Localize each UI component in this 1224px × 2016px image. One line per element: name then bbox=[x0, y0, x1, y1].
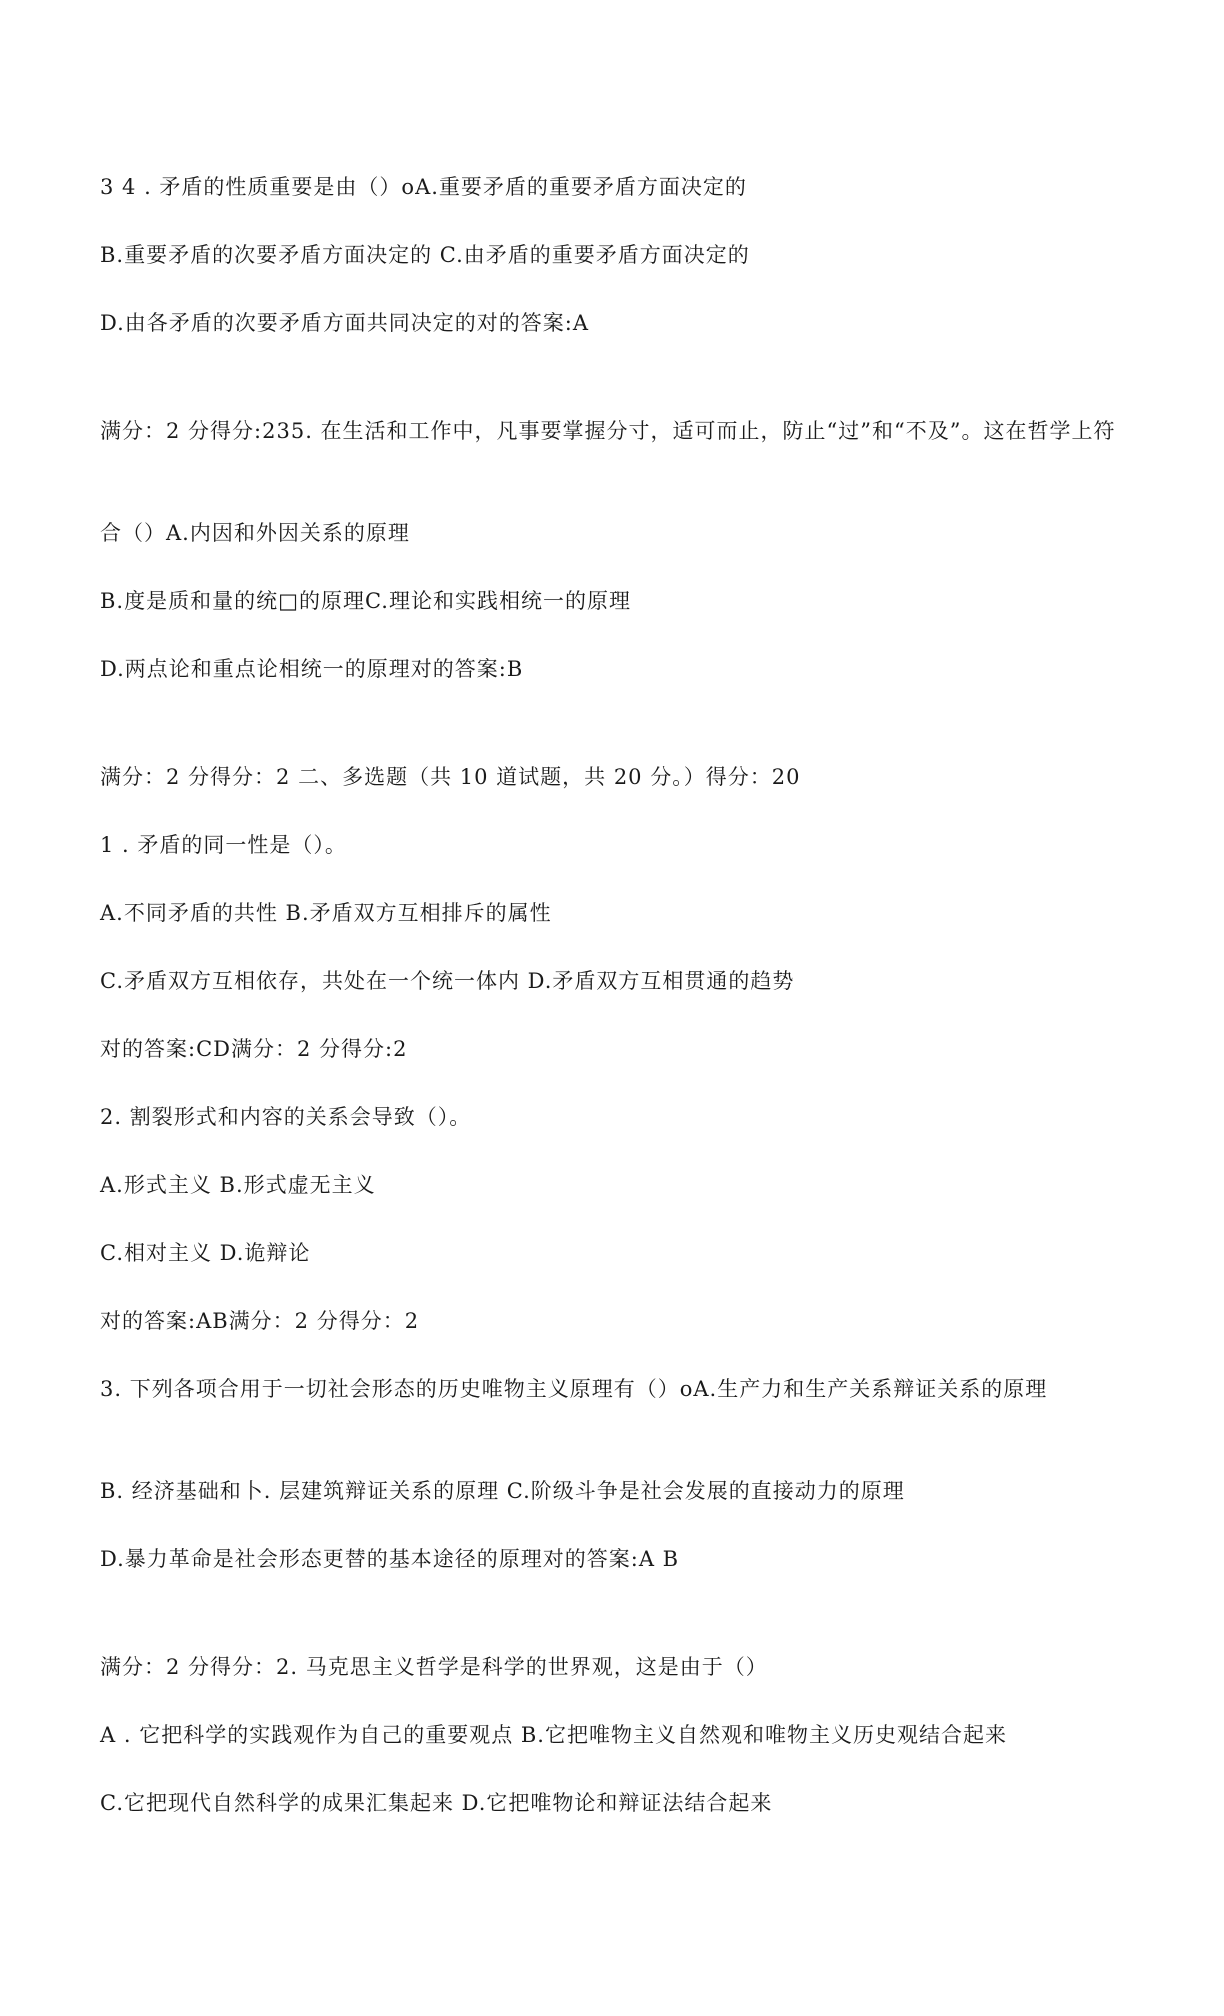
mc-question-3-stem: 3. 下列各项合用于一切社会形态的历史唯物主义原理有（）oA.生产力和生产关系辩证关系的原理 bbox=[100, 1377, 1048, 1401]
mc-question-2-stem: 2. 割裂形式和内容的关系会导致（）。 bbox=[100, 1105, 472, 1129]
mc-question-1-options-cd: C.矛盾双方互相依存，共处在一个统一体内 D.矛盾双方互相贯通的趋势 bbox=[100, 969, 795, 993]
mc-question-4-options-ab: A . 它把科学的实践观作为自己的重要观点 B.它把唯物主义自然观和唯物主义历史观结合起来 bbox=[100, 1723, 1007, 1747]
question-34-stem: 3 4 . 矛盾的性质重要是由（）oA.重要矛盾的重要矛盾方面决定的 bbox=[100, 175, 747, 199]
question-35-options-bc: B.度是质和量的统□的原理C.理论和实践相统一的原理 bbox=[100, 589, 631, 613]
mc-question-2-answer: 对的答案:AB满分：2 分得分：2 bbox=[100, 1309, 420, 1333]
question-34-options-bc: B.重要矛盾的次要矛盾方面决定的 C.由矛盾的重要矛盾方面决定的 bbox=[100, 243, 750, 267]
mc-question-3-option-d-answer: D.暴力革命是社会形态更替的基本途径的原理对的答案:A B bbox=[100, 1547, 680, 1571]
mc-question-4-stem: 满分：2 分得分：2. 马克思主义哲学是科学的世界观，这是由于（） bbox=[100, 1655, 768, 1679]
mc-question-3-options-bc: B. 经济基础和卜. 层建筑辩证关系的原理 C.阶级斗争是社会发展的直接动力的原理 bbox=[100, 1479, 905, 1503]
mc-question-2-options-ab: A.形式主义 B.形式虚无主义 bbox=[100, 1173, 376, 1197]
section-multiple-choice-header: 满分：2 分得分：2 二、多选题（共 10 道试题，共 20 分。）得分：20 bbox=[100, 765, 801, 789]
mc-question-1-answer: 对的答案:CD满分：2 分得分:2 bbox=[100, 1037, 408, 1061]
mc-question-2-options-cd: C.相对主义 D.诡辩论 bbox=[100, 1241, 311, 1265]
question-35-option-d-answer: D.两点论和重点论相统一的原理对的答案:B bbox=[100, 657, 524, 681]
mc-question-4-options-cd: C.它把现代自然科学的成果汇集起来 D.它把唯物论和辩证法结合起来 bbox=[100, 1791, 773, 1815]
question-34-option-d-answer: D.由各矛盾的次要矛盾方面共同决定的对的答案:A bbox=[100, 311, 590, 335]
mc-question-1-options-ab: A.不同矛盾的共性 B.矛盾双方互相排斥的属性 bbox=[100, 901, 552, 925]
mc-question-1-stem: 1 . 矛盾的同一性是（）。 bbox=[100, 833, 347, 857]
question-35-option-a: 合（）A.内因和外因关系的原理 bbox=[100, 521, 410, 545]
question-35-stem: 满分：2 分得分:235. 在生活和工作中，凡事要掌握分寸，适可而止，防止“过”和“不及”。这在哲学上符 bbox=[100, 419, 1116, 443]
